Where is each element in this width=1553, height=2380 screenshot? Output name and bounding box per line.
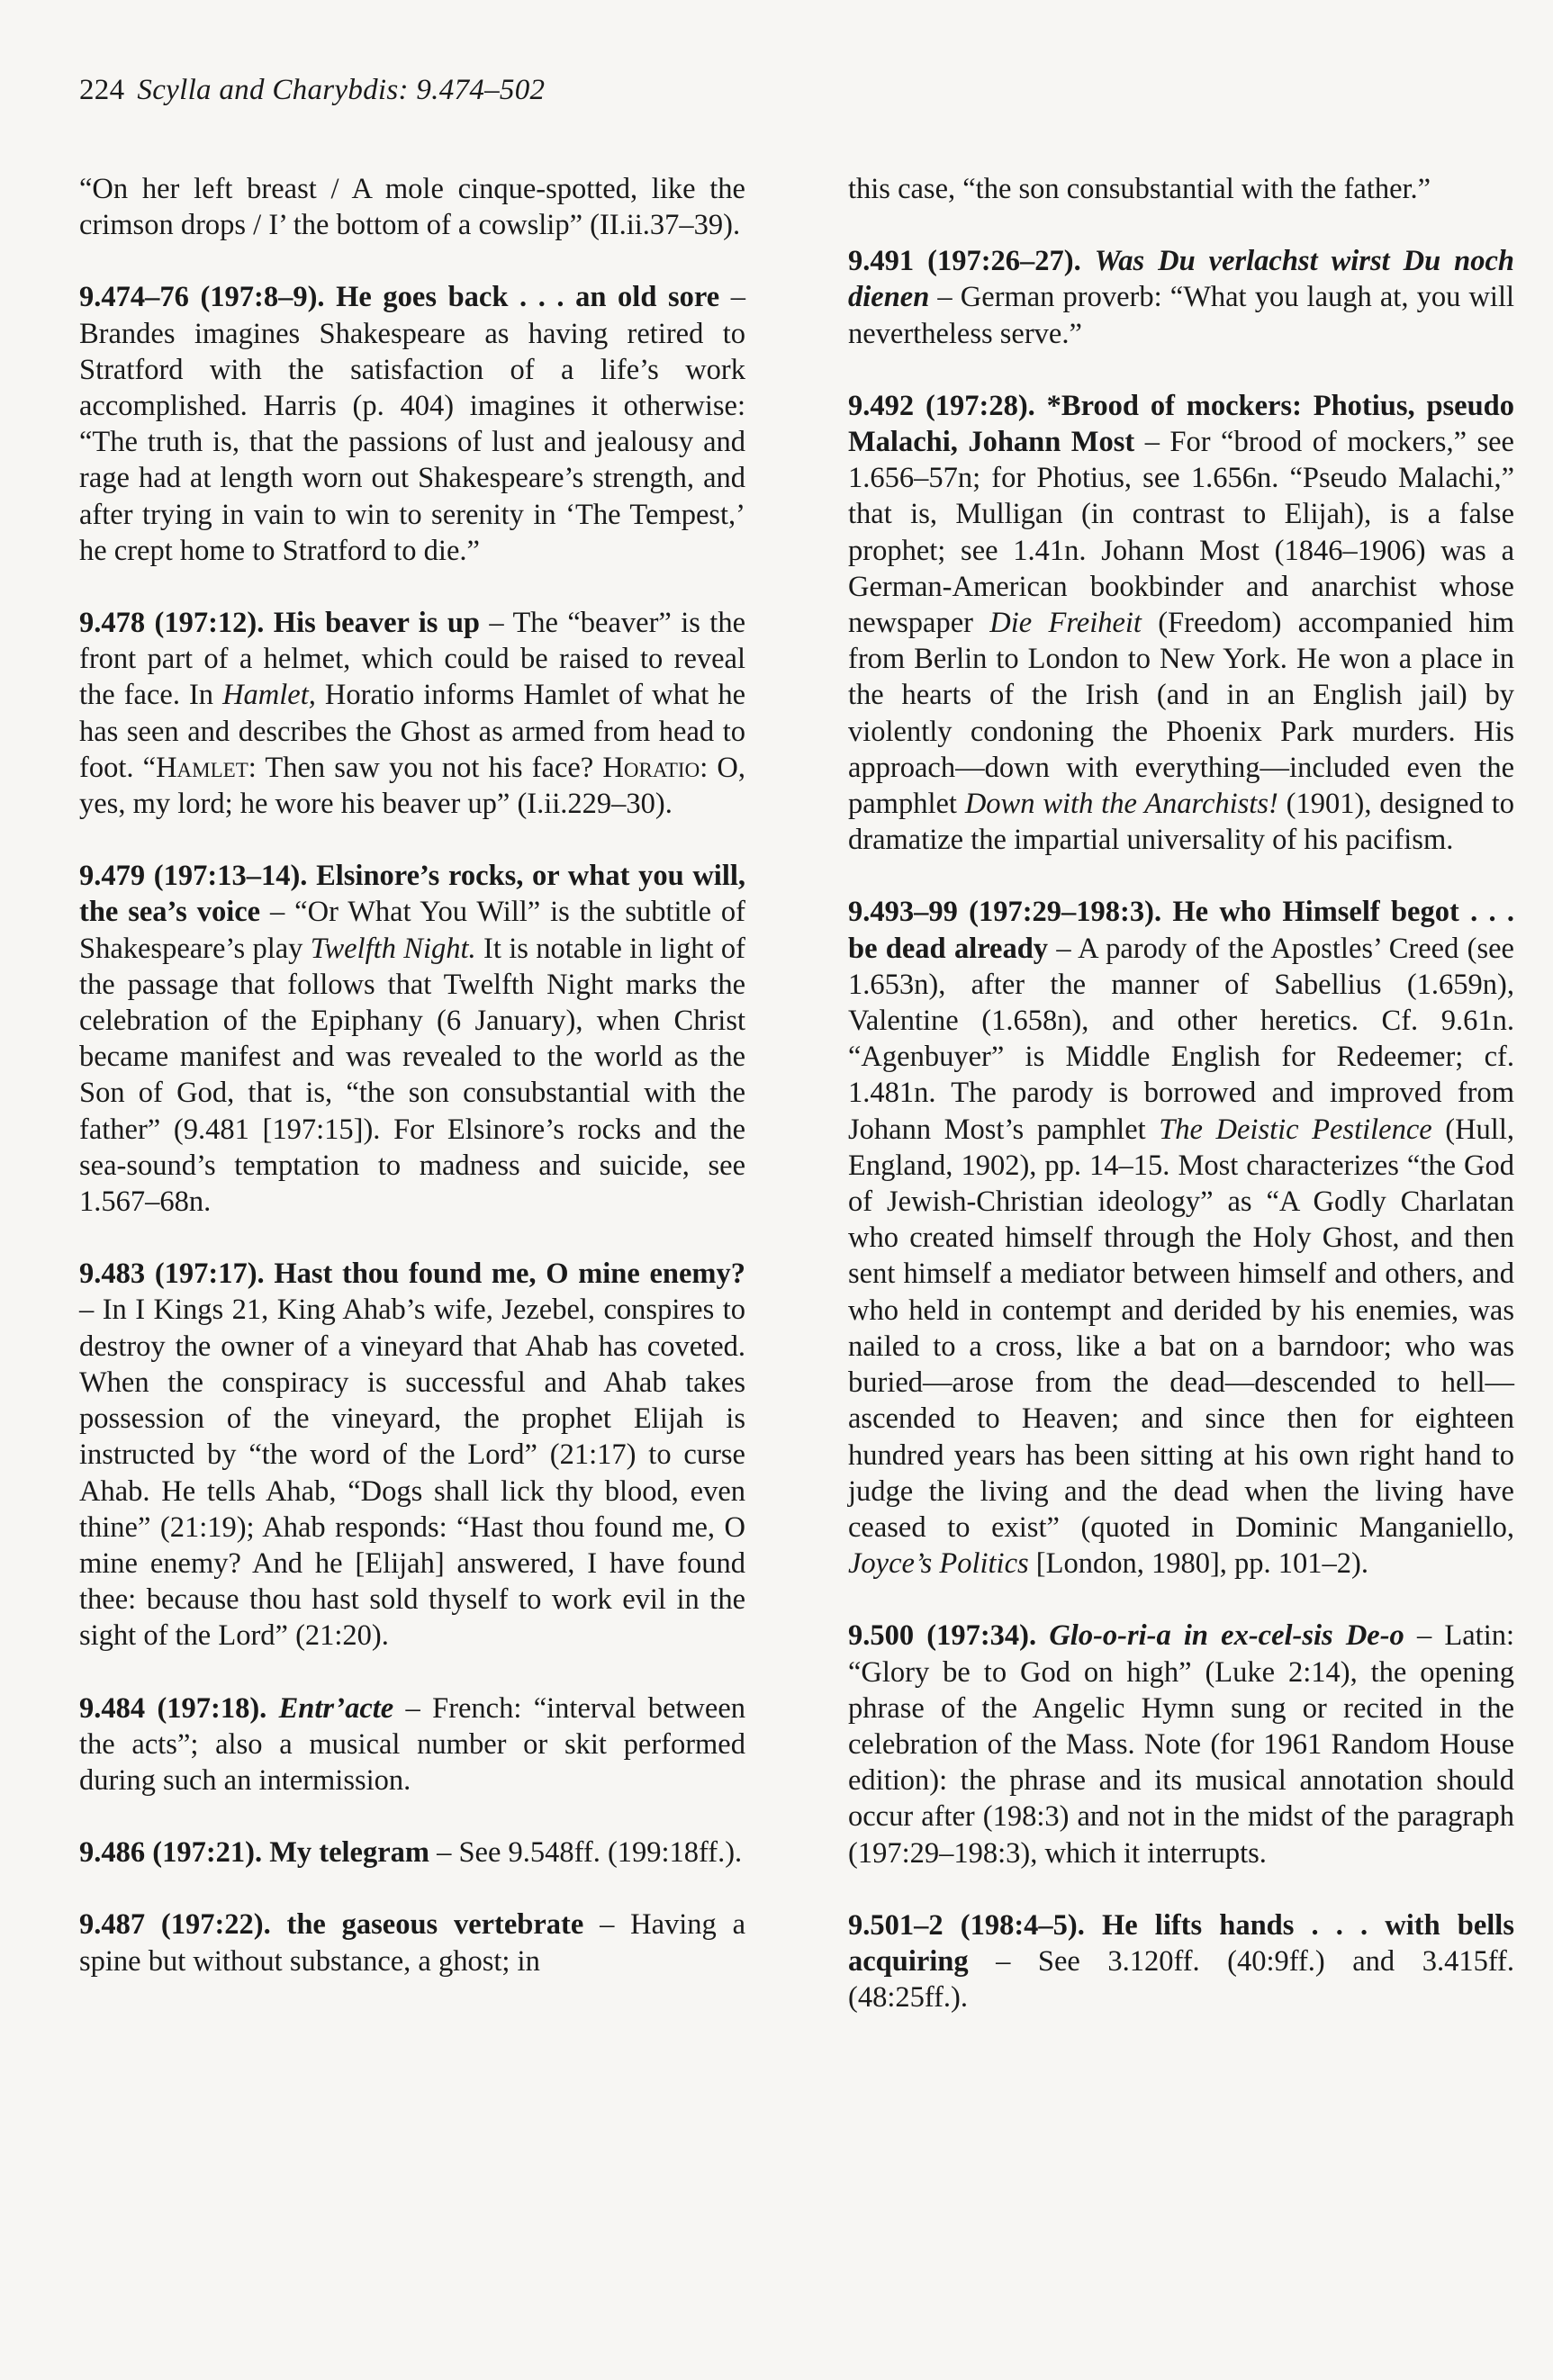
- annotation-entry: [79, 171, 745, 243]
- annotation-entry: [79, 605, 745, 822]
- entry-text: – Having a spine but without substance, a ghost; in: [79, 1908, 745, 1978]
- entry-text: – See 9.548ff. (199:18ff.).: [429, 1836, 743, 1870]
- entry-text: Die Freiheit: [989, 607, 1142, 640]
- annotation-entry: [79, 1256, 745, 1654]
- page-number: 224: [79, 74, 125, 106]
- annotation-entry: [79, 279, 745, 569]
- entry-text: – Latin: “Glory be to God on high” (Luke 2:14), the opening phrase of the Angelic Hymn sung or recited in the celebration of the Mass. Note (for 1961 Random House edition): the phrase and its musical annotation should occur after (198:3) and not in the midst of the paragraph (197:29–198:3), which it interrupts.: [848, 1619, 1515, 1870]
- entry-lemma: 9.483 (197:17). Hast thou found me, O mine enemy?: [79, 1258, 745, 1291]
- entry-lemma: 9.491 (197:26–27).: [848, 245, 1095, 278]
- entry-text: [London, 1980], pp. 101–2).: [1028, 1547, 1368, 1581]
- entry-text: – French: “interval between the acts”; also a musical number or skit performed during such an intermission.: [79, 1691, 745, 1797]
- entry-lemma: 9.478 (197:12). His beaver is up: [79, 607, 480, 640]
- entry-lemma: Entr’acte: [278, 1691, 394, 1725]
- annotation-entry: [79, 1907, 745, 1979]
- entry-text: “On her left breast / A mole cinque-spotted, like the crimson drops / I’ the bottom of a cowslip” (II.ii.37–39).: [79, 173, 745, 242]
- annotation-entry: [79, 1835, 745, 1871]
- entry-lemma: 9.486 (197:21). My telegram: [79, 1836, 429, 1870]
- entry-text: Hamlet: [156, 751, 248, 784]
- entry-text: – Brandes imagines Shakespeare as having retired to Stratford with the satisfaction of a life’s work accomplished. Harris (p. 404) imagines it otherwise: “The truth is, that the passions of lust and jealousy and rage had at length worn out Shakespeare’s strength, and after trying in vain to win to serenity in ‘The Tempest,’ he crept home to Stratford to die.”: [79, 281, 745, 567]
- annotation-entry: [79, 1690, 745, 1799]
- entry-lemma: 9.493–99 (197:29–198:3). He who Himself begot . . . be dead already: [848, 896, 1514, 965]
- right-column: [848, 171, 1514, 2051]
- entry-text: Hamlet,: [222, 679, 316, 712]
- entry-text: Horatio informs Hamlet of what he has seen and describes the Ghost as armed from head to foot. “: [79, 679, 745, 784]
- entry-lemma: 9.500 (197:34).: [848, 1619, 1050, 1653]
- entry-text: – In I Kings 21, King Ahab’s wife, Jezebel, conspires to destroy the owner of a vineyard that Ahab has coveted. When the conspiracy is successful and Ahab takes possession of the vineyard, the prophet Elijah is instructed by “the word of the Lord” (21:17) to curse Ahab. He tells Ahab, “Dogs shall lick thy blood, even thine” (21:19); Ahab responds: “Hast thou found me, O mine enemy? And he [Elijah] answered, I have found thee: because thou hast sold thyself to work evil in the sight of the Lord” (21:20).: [79, 1294, 745, 1653]
- entry-text: Twelfth Night.: [310, 932, 476, 965]
- entry-text: (1901), designed to dramatize the impartial universality of his pacifism.: [848, 788, 1514, 857]
- entry-text: Down with the Anarchists!: [964, 788, 1278, 821]
- entry-text: It is notable in light of the passage that follows that Twelfth Night marks the celebration of the Epiphany (6 January), when Christ became manifest and was revealed to the world as the Son of God, that is, “the son consubstantial with the father” (9.481 [197:15]). For Elsinore’s rocks and the sea-sound’s temptation to madness and suicide, see 1.567–68n.: [79, 932, 745, 1219]
- entry-text: – “Or What You Will” is the subtitle of Shakespeare’s play: [79, 896, 745, 965]
- entry-lemma: 9.479 (197:13–14). Elsinore’s rocks, or what you will, the sea’s voice: [79, 860, 745, 929]
- annotation-entry: [79, 858, 745, 1220]
- entry-text: – A parody of the Apostles’ Creed (see 1.653n), after the manner of Sabellius (1.659n), Valentine (1.658n), and other heretics. Cf. 9.61n. “Agenbuyer” is Middle English for Redeemer; cf. 1.481n. The parody is borrowed and improved from Johann Most’s pamphlet: [848, 932, 1514, 1146]
- entry-text: (Hull, England, 1902), pp. 14–15. Most characterizes “the God of Jewish-Christian ideology” as “A Godly Charlatan who created himself through the Holy Ghost, and then sent himself a mediator between himself and others, and who held in contempt and derided by his enemies, was nailed to a cross, like a bat on a barndoor; who was buried—arose from the dead—descended to hell—ascended to Heaven; and since then for eighteen hundred years has been sitting at his own right hand to judge the living and the dead when the living have ceased to exist” (quoted in Dominic Manganiello,: [848, 1113, 1514, 1544]
- annotation-entry: [848, 388, 1514, 859]
- entry-lemma: Was Du verlachst wirst Du noch dienen: [848, 245, 1514, 314]
- running-title: Scylla and Charybdis: 9.474–502: [137, 74, 546, 106]
- entry-text: – For “brood of mockers,” see 1.656–57n; for Photius, see 1.656n. “Pseudo Malachi,” that is, Mulligan (in contrast to Elijah), is a false prophet; see 1.41n. Johann Most (1846–1906) was a German-American bookbinder and anarchist whose newspaper: [848, 426, 1514, 640]
- entry-text: The Deistic Pestilence: [1159, 1113, 1432, 1146]
- entry-text: – German proverb: “What you laugh at, you will nevertheless serve.”: [848, 281, 1514, 350]
- page-header: [79, 74, 545, 107]
- entry-text: – See 3.120ff. (40:9ff.) and 3.415ff. (48:25ff.).: [848, 1944, 1514, 2015]
- annotation-entry: [848, 243, 1514, 352]
- entry-text: (Freedom) accompanied him from Berlin to London to New York. He won a place in the hearts of the Irish (and in an English jail) by violently condoning the Phoenix Park murders. His approach—down with everything—included even the pamphlet: [848, 607, 1514, 821]
- entry-text: Horatio: [602, 751, 700, 784]
- entry-lemma: 9.474–76 (197:8–9). He goes back . . . an old sore: [79, 281, 720, 314]
- entry-text: this case, “the son consubstantial with the father.”: [848, 173, 1431, 205]
- annotation-entry: [848, 171, 1514, 207]
- entry-lemma: 9.487 (197:22). the gaseous vertebrate: [79, 1908, 584, 1942]
- entry-text: – The “beaver” is the front part of a helmet, which could be raised to reveal the face. In: [79, 607, 745, 712]
- entry-text: Joyce’s Politics: [848, 1547, 1029, 1581]
- left-column: [79, 171, 745, 2015]
- annotation-entry: [848, 1907, 1514, 2016]
- annotation-entry: [848, 894, 1514, 1582]
- entry-lemma: 9.492 (197:28). *Brood of mockers: Photius, pseudo Malachi, Johann Most: [848, 389, 1514, 459]
- entry-text: : Then saw you not his face?: [248, 751, 603, 784]
- entry-lemma: 9.501–2 (198:4–5). He lifts hands . . . with bells acquiring: [848, 1908, 1514, 1978]
- entry-lemma: Glo-o-ri-a in ex-cel-sis De-o: [1049, 1619, 1404, 1653]
- annotation-entry: [848, 1618, 1514, 1871]
- entry-lemma: 9.484 (197:18).: [79, 1691, 279, 1725]
- entry-text: : O, yes, my lord; he wore his beaver up” (I.ii.229–30).: [79, 751, 746, 821]
